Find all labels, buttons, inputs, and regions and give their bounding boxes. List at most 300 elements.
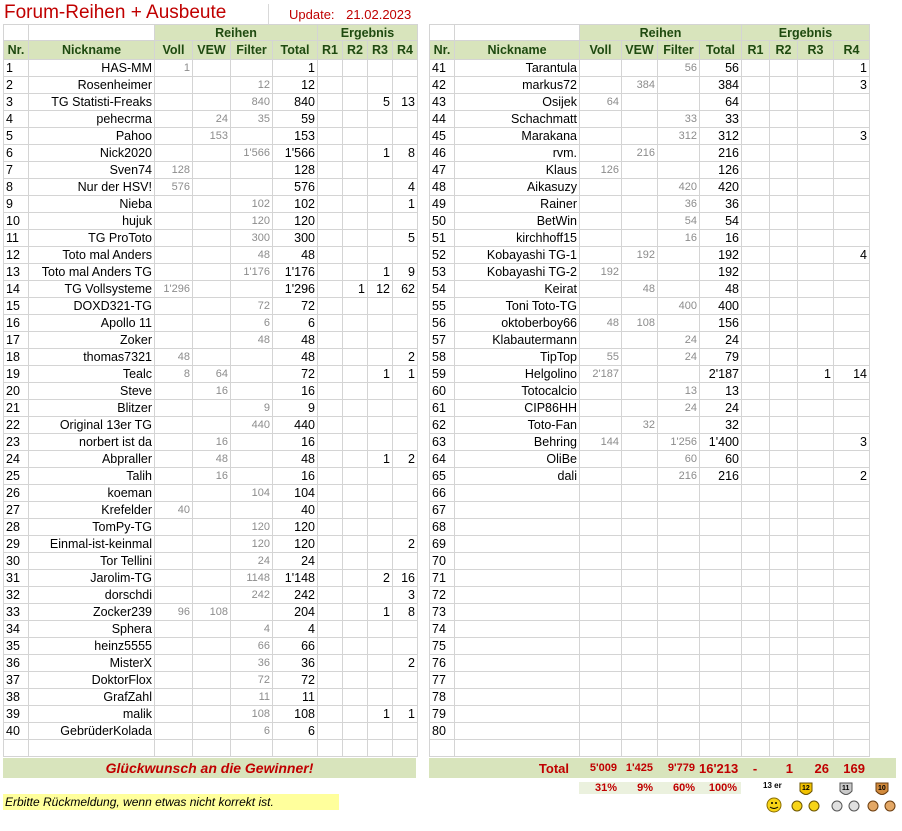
cell-nr: 30 [4,553,29,570]
cell-r1 [318,298,343,315]
table-row [430,366,870,383]
cell-vew [622,264,658,281]
cell-r2 [343,366,368,383]
cell-total: 16 [700,230,742,247]
cell-total: 120 [273,536,318,553]
cell-nr: 31 [4,570,29,587]
cell-r1 [318,570,343,587]
cell-r1 [742,383,770,400]
cell-filter: 48 [231,247,273,264]
cell-nick: Jarolim-TG [29,570,155,587]
cell-voll [580,60,622,77]
cell-r4 [834,723,870,740]
cell-r4 [393,468,418,485]
cell-r3 [798,349,834,366]
cell-nick: GebrüderKolada [29,723,155,740]
header-nr: Nr. [430,41,455,60]
cell-nick: Kobayashi TG-1 [455,247,580,264]
cell-total: 128 [273,162,318,179]
table-row [4,672,418,689]
cell-filter: 120 [231,519,273,536]
cell-r3 [798,94,834,111]
cell-r1 [742,451,770,468]
cell-r2 [770,179,798,196]
cell-vew [622,128,658,145]
table-row [4,179,418,196]
total-r3: 26 [814,760,829,776]
cell-vew [622,638,658,655]
cell-vew [193,519,231,536]
cell-nick [455,485,580,502]
cell-r4: 5 [393,230,418,247]
cell-filter: 1'176 [231,264,273,281]
cell-filter: 60 [658,451,700,468]
cell-r1 [742,332,770,349]
cell-total: 24 [700,332,742,349]
cell-filter: 35 [231,111,273,128]
cell-filter: 108 [231,706,273,723]
cell-r4 [834,570,870,587]
cell-filter [658,706,700,723]
cell-r3 [368,485,393,502]
cell-total [700,655,742,672]
cell-nr: 64 [430,451,455,468]
cell-r2 [770,621,798,638]
cell-r1 [742,128,770,145]
header-group-ergebnis: Ergebnis [742,25,870,41]
table-row [430,281,870,298]
table-row [4,230,418,247]
spacer-cell [231,740,273,757]
cell-r2 [343,94,368,111]
cell-r4 [834,383,870,400]
total-label: Total [538,760,569,776]
cell-vew [193,162,231,179]
cell-r4: 4 [834,247,870,264]
cell-voll [580,502,622,519]
cell-vew [193,587,231,604]
cell-total: 204 [273,604,318,621]
header-group-ergebnis: Ergebnis [318,25,418,41]
spacer-cell [343,740,368,757]
cell-vew [622,451,658,468]
cell-r2 [343,128,368,145]
cell-vew [622,196,658,213]
cell-nick: malik [29,706,155,723]
cell-r2 [343,417,368,434]
cell-filter: 33 [658,111,700,128]
cell-r3 [798,485,834,502]
cell-vew: 24 [193,111,231,128]
cell-vew [193,281,231,298]
table-row [430,196,870,213]
cell-vew [622,60,658,77]
cell-vew [622,587,658,604]
cell-r3 [368,638,393,655]
cell-voll: 576 [155,179,193,196]
cell-total [700,485,742,502]
cell-nr: 48 [430,179,455,196]
cell-r1 [318,519,343,536]
table-row [4,587,418,604]
cell-nick [455,723,580,740]
cell-r2 [770,230,798,247]
table-row [4,247,418,264]
cell-nr: 3 [4,94,29,111]
table-row [4,77,418,94]
cell-r2 [770,570,798,587]
cell-nick [455,587,580,604]
cell-nr: 74 [430,621,455,638]
cell-total: 16 [273,468,318,485]
cell-r2: 1 [343,281,368,298]
cell-r2 [770,213,798,230]
cell-filter [658,77,700,94]
cell-nr: 80 [430,723,455,740]
cell-filter [658,366,700,383]
spacer-cell [700,740,742,757]
cell-r3 [798,621,834,638]
cell-voll [155,621,193,638]
cell-total: 1'400 [700,434,742,451]
cell-total: 72 [273,298,318,315]
cell-r2 [770,689,798,706]
spacer-cell [798,740,834,757]
cell-filter: 9 [231,400,273,417]
cell-filter: 24 [658,349,700,366]
cell-nr: 73 [430,604,455,621]
cell-r2 [343,655,368,672]
cell-voll [580,485,622,502]
cell-filter: 4 [231,621,273,638]
smiley-eye [775,802,777,804]
cell-r2 [343,485,368,502]
cell-r1 [742,94,770,111]
cell-voll [155,315,193,332]
cell-voll [155,706,193,723]
cell-nr: 62 [430,417,455,434]
cell-r2 [770,723,798,740]
cell-voll [580,77,622,94]
cell-r4 [393,213,418,230]
cell-r3 [368,502,393,519]
cell-voll [155,485,193,502]
cell-nick: Tealc [29,366,155,383]
cell-r1 [742,723,770,740]
cell-r1 [318,94,343,111]
cell-nick: Marakana [455,128,580,145]
cell-voll [155,247,193,264]
table-row [4,604,418,621]
header-r4: R4 [393,41,418,60]
cell-voll [155,77,193,94]
cell-r4 [834,162,870,179]
header-r2: R2 [343,41,368,60]
cell-r2 [770,332,798,349]
cell-nick [455,604,580,621]
table-row [4,400,418,417]
cell-total: 16 [273,383,318,400]
cell-filter [658,621,700,638]
cell-filter [231,366,273,383]
cell-voll: 126 [580,162,622,179]
table-row [4,706,418,723]
cell-r4 [393,672,418,689]
cell-r3 [798,417,834,434]
cell-vew [622,298,658,315]
cell-nick: Nieba [29,196,155,213]
cell-filter [231,434,273,451]
table-row [430,332,870,349]
cell-nick: Klaus [455,162,580,179]
cell-r4 [834,349,870,366]
cell-r3 [798,451,834,468]
cell-nr: 18 [4,349,29,366]
cell-r2 [343,349,368,366]
table-row [430,553,870,570]
cell-r1 [742,536,770,553]
cell-r2 [770,366,798,383]
cell-r1 [318,213,343,230]
cell-r4: 3 [834,128,870,145]
cell-r2 [770,111,798,128]
cell-nr: 24 [4,451,29,468]
cell-nr: 72 [430,587,455,604]
cell-r4: 16 [393,570,418,587]
cell-nick: Osijek [455,94,580,111]
header-total: Total [700,41,742,60]
table-row [430,689,870,706]
cell-total [700,621,742,638]
cell-nr: 69 [430,536,455,553]
cell-total: 32 [700,417,742,434]
cell-vew: 48 [622,281,658,298]
table-row [430,77,870,94]
cell-r3 [798,655,834,672]
cell-nick: Sphera [29,621,155,638]
cell-r4 [393,638,418,655]
cell-nick: Behring [455,434,580,451]
cell-nick: DoktorFlox [29,672,155,689]
cell-vew [193,638,231,655]
cell-r4: 2 [393,349,418,366]
cell-nr: 50 [430,213,455,230]
cell-r3: 1 [368,366,393,383]
cell-nick: hujuk [29,213,155,230]
cell-nick: Tor Tellini [29,553,155,570]
cell-filter [658,570,700,587]
cell-nr: 36 [4,655,29,672]
cell-filter [658,587,700,604]
cell-vew [193,179,231,196]
cell-r2 [770,281,798,298]
cell-filter: 72 [231,672,273,689]
cell-r2 [770,417,798,434]
cell-r3 [798,383,834,400]
cell-vew [193,213,231,230]
cell-r2 [770,298,798,315]
cell-total: 16 [273,434,318,451]
cell-filter [658,417,700,434]
cell-filter [231,281,273,298]
cell-voll: 192 [580,264,622,281]
cell-total: 216 [700,145,742,162]
cell-nr: 15 [4,298,29,315]
cell-nr: 42 [430,77,455,94]
cell-r1 [318,332,343,349]
cell-vew: 384 [622,77,658,94]
table-row [4,366,418,383]
cell-r1 [742,213,770,230]
cell-nick: Toni Toto-TG [455,298,580,315]
cell-voll [155,383,193,400]
cell-nr: 45 [430,128,455,145]
cell-voll [580,723,622,740]
cell-r4 [393,723,418,740]
cell-total [700,672,742,689]
cell-total: 840 [273,94,318,111]
cell-filter: 24 [658,400,700,417]
spacer-cell [580,740,622,757]
cell-voll [155,723,193,740]
table-row [430,706,870,723]
feedback-note: Erbitte Rückmeldung, wenn etwas nicht korrekt ist. [3,794,339,810]
cell-r1 [742,315,770,332]
cell-nick: Helgolino [455,366,580,383]
cell-total [700,536,742,553]
cell-voll [155,128,193,145]
cell-r3: 1 [798,366,834,383]
cell-vew [622,485,658,502]
cell-filter: 1'566 [231,145,273,162]
spacer-cell [455,740,580,757]
cell-r3 [368,468,393,485]
cell-r4: 9 [393,264,418,281]
cell-nr: 21 [4,400,29,417]
table-row [430,128,870,145]
total-r1: - [752,760,758,776]
table-row [430,468,870,485]
cell-r3 [798,536,834,553]
cell-r2 [343,604,368,621]
cell-vew [193,298,231,315]
cell-r3 [798,502,834,519]
cell-r1 [742,196,770,213]
cell-r2 [770,400,798,417]
cell-vew [193,672,231,689]
cell-vew: 16 [193,383,231,400]
cell-total: 6 [273,723,318,740]
cell-nr: 38 [4,689,29,706]
header-r1: R1 [742,41,770,60]
cell-total: 312 [700,128,742,145]
cell-total: 64 [700,94,742,111]
cell-vew [622,519,658,536]
cell-r2 [343,519,368,536]
cell-nick [455,638,580,655]
cell-voll [580,570,622,587]
cell-voll [580,230,622,247]
cell-r4 [834,264,870,281]
cell-voll [580,298,622,315]
totals-row [429,758,896,778]
cell-r2 [770,383,798,400]
cell-total: 48 [273,349,318,366]
cell-nr: 71 [430,570,455,587]
cell-nr: 11 [4,230,29,247]
cell-r1 [318,145,343,162]
table-row [4,332,418,349]
cell-nick: TG Statisti-Freaks [29,94,155,111]
cell-r3 [368,247,393,264]
cell-r3 [798,145,834,162]
cell-voll: 144 [580,434,622,451]
spacer-cell [193,740,231,757]
cell-voll [580,213,622,230]
cell-nr: 35 [4,638,29,655]
cell-r4: 3 [393,587,418,604]
table-row [430,638,870,655]
cell-nr: 32 [4,587,29,604]
cell-vew [193,621,231,638]
cell-r1 [318,281,343,298]
cell-r1 [318,77,343,94]
cell-nick [455,536,580,553]
cell-total: 72 [273,366,318,383]
cell-nick: Toto mal Anders [29,247,155,264]
cell-total: 192 [700,264,742,281]
cell-total: 1'296 [273,281,318,298]
left-table-body [4,60,418,757]
cell-r3 [798,128,834,145]
cell-vew [622,332,658,349]
cell-vew: 16 [193,434,231,451]
total-r4: 169 [843,760,865,776]
cell-voll [155,451,193,468]
cell-r3 [798,587,834,604]
cell-r3 [798,264,834,281]
table-row [430,536,870,553]
cell-total: 4 [273,621,318,638]
smiley-eye [771,802,773,804]
cell-r3: 1 [368,451,393,468]
cell-vew [193,264,231,281]
cell-r1 [742,366,770,383]
cell-r3 [798,723,834,740]
cell-vew [622,111,658,128]
cell-vew [193,570,231,587]
total-voll: 5'009 [589,762,617,774]
cell-r3 [368,536,393,553]
cell-r4 [834,111,870,128]
cell-filter [658,485,700,502]
cell-voll [580,553,622,570]
cell-total: 300 [273,230,318,247]
cell-voll: 40 [155,502,193,519]
cell-total: 400 [700,298,742,315]
cell-r1 [318,604,343,621]
cell-voll [155,570,193,587]
cell-nr: 56 [430,315,455,332]
percent-total: 100% [699,782,741,794]
table-row [430,145,870,162]
cell-filter: 36 [231,655,273,672]
cell-filter: 120 [231,213,273,230]
cell-nick: Schachmatt [455,111,580,128]
cell-r2 [343,247,368,264]
cell-r4: 3 [834,77,870,94]
cell-r1 [318,417,343,434]
